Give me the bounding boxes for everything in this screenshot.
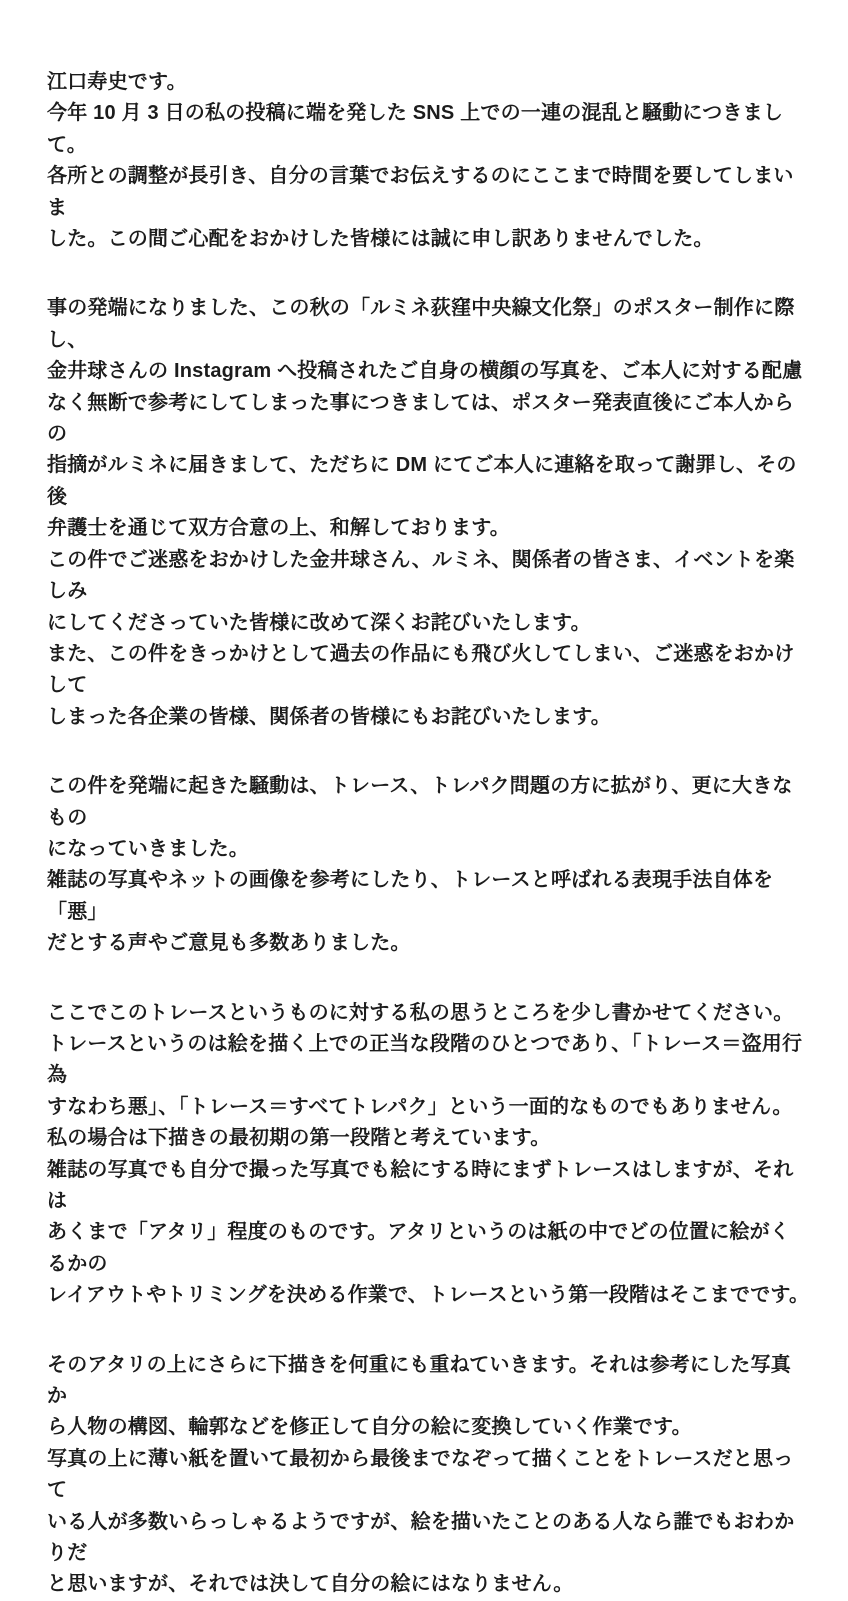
text-line: 事の発端になりました、この秋の「ルミネ荻窪中央線文化祭」のポスター制作に際し、 <box>47 297 795 351</box>
text-line: と思いますが、それでは決して自分の絵にはなりません。 <box>47 1573 574 1596</box>
statement-paragraph-process <box>47 1350 810 1601</box>
text-line: 写真の上に薄い紙を置いて最初から最後までなぞって描くことをトレースだと思って <box>47 1447 794 1502</box>
text-line: 指摘がルミネに届きまして、ただちに DM にてご本人に連絡を取って謝罪し、その後 <box>47 454 797 508</box>
text-line: ら人物の構図、輪郭などを修正して自分の絵に変換していく作業です。 <box>47 1416 692 1439</box>
text-line: しまった各企業の皆様、関係者の皆様にもお詫びいたします。 <box>47 705 611 728</box>
text-line: トレースというのは絵を描く上での正当な段階のひとつであり、「トレース＝盗用行為 <box>47 1032 803 1087</box>
text-line: いる人が多数いらっしゃるようですが、絵を描いたことのある人なら誰でもおわかりだ <box>47 1510 795 1565</box>
text-line: 今年 10 月 3 日の私の投稿に端を発した SNS 上での一連の混乱と騒動につきまして。 <box>47 102 784 156</box>
text-line: レイアウトやトリミングを決める作業で、トレースという第一段階はそこまでです。 <box>47 1284 810 1307</box>
text-line: にしてくださっていた皆様に改めて深くお詫びいたします。 <box>47 611 591 634</box>
text-line: 私の場合は下描きの最初期の第一段階と考えています。 <box>47 1127 551 1150</box>
text-line: なく無断で参考にしてしまった事につきましては、ポスター発表直後にご本人からの <box>47 391 794 446</box>
statement-paragraph-controversy <box>47 771 810 959</box>
text-line: あくまで「アタリ」程度のものです。アタリというのは紙の中でどの位置に絵がくるかの <box>47 1221 790 1275</box>
text-line: 金井球さんの Instagram へ投稿されたご自身の横顔の写真を、ご本人に対する配慮 <box>47 360 803 383</box>
text-line: した。この間ご心配をおかけした皆様には誠に申し訳ありませんでした。 <box>47 228 714 251</box>
text-line: そのアタリの上にさらに下描きを何重にも重ねていきます。それは参考にした写真か <box>47 1353 791 1408</box>
statement-paragraph-trace-opinion <box>47 998 810 1312</box>
text-line: この件を発端に起きた騒動は、トレース、トレパク問題の方に拡がり、更に大きなもの <box>47 775 793 829</box>
text-line: になっていきました。 <box>47 837 249 860</box>
text-line: 江口寿史です。 <box>47 71 187 93</box>
text-line: また、この件をきっかけとして過去の作品にも飛び火してしまい、ご迷惑をおかけして <box>47 642 795 697</box>
text-line: 弁護士を通じて双方合意の上、和解しております。 <box>47 517 510 540</box>
text-line: 雑誌の写真やネットの画像を参考にしたり、トレースと呼ばれる表現手法自体を「悪」 <box>47 869 774 923</box>
text-line: すなわち悪」、「トレース＝すべてトレパク」という一面的なものでもありません。 <box>47 1095 793 1118</box>
text-line: 雑誌の写真でも自分で撮った写真でも絵にする時にまずトレースはしますが、それは <box>47 1158 794 1212</box>
statement-paragraph-apology <box>47 293 810 733</box>
text-line: 各所との調整が長引き、自分の言葉でお伝えするのにここまで時間を要してしまいま <box>47 165 794 219</box>
statement-paragraph-intro <box>47 67 810 255</box>
text-line: だとする声やご意見も多数ありました。 <box>47 932 411 955</box>
text-line: ここでこのトレースというものに対する私の思うところを少し書かせてください。 <box>47 1001 794 1024</box>
text-line: この件でご迷惑をおかけした金井球さん、ルミネ、関係者の皆さま、イベントを楽しみ <box>47 548 795 603</box>
